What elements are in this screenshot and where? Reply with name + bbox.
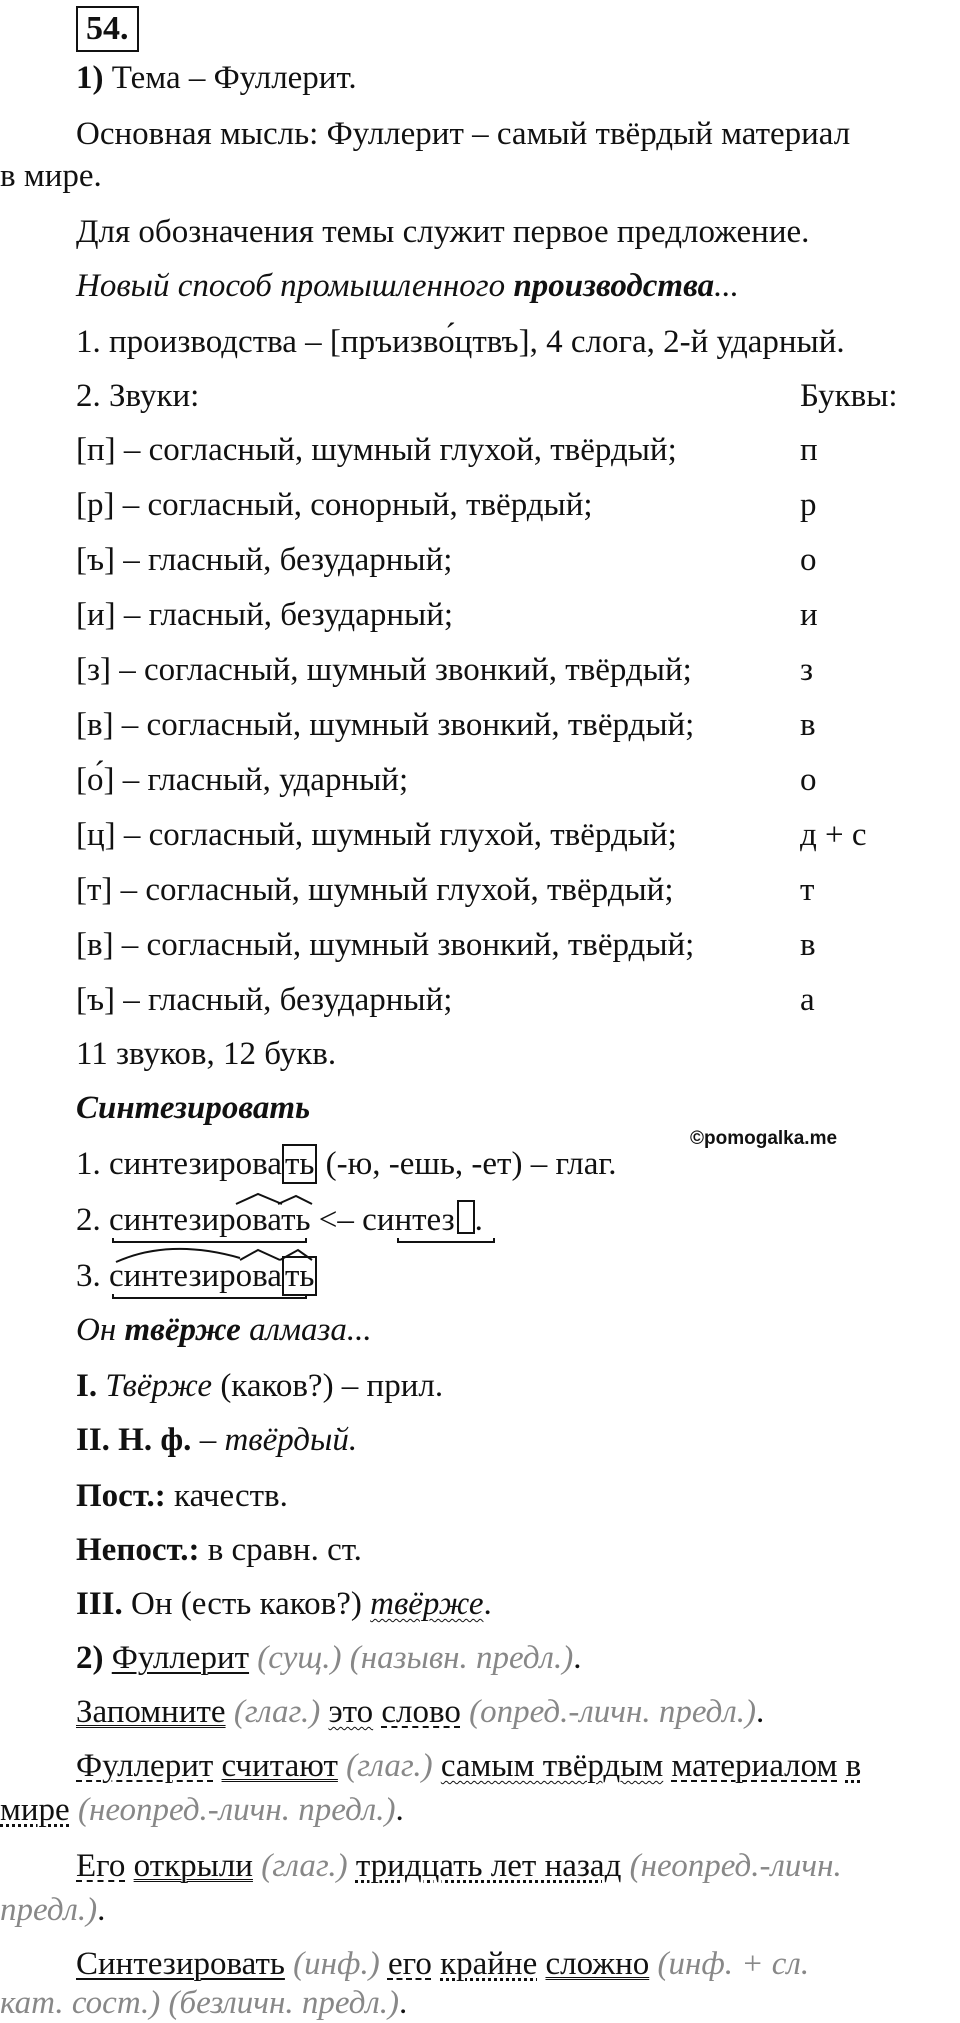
sound-row: [ъ] – гласный, безударный; <box>76 542 453 578</box>
derived-word: синтезировать <box>109 1202 311 1238</box>
main-idea-line2: в мире. <box>0 158 102 194</box>
exercise-number: 54. <box>76 6 139 52</box>
period: . <box>395 1792 404 1828</box>
object-word: материалом <box>671 1748 838 1784</box>
ending-box: ть <box>282 1256 317 1296</box>
watermark: ©pomogalka.me <box>690 1128 838 1149</box>
sound-row: [и] – гласный, безударный; <box>76 597 454 633</box>
stem-bracket <box>113 1294 306 1298</box>
sound-row: [т] – согласный, шумный глухой, твёрдый; <box>76 872 674 908</box>
sentence-3-line2 <box>0 1790 404 1830</box>
object-word: его <box>387 1946 432 1982</box>
grammar-note: (инф.) <box>284 1946 388 1982</box>
sentence-4-line2 <box>0 1890 105 1930</box>
letter-cell: р <box>800 487 817 523</box>
sound-row: [ъ] – гласный, безударный; <box>76 982 453 1018</box>
letter-cell: в <box>800 927 816 963</box>
letter-cell: а <box>800 982 815 1018</box>
sounds-header: 2. Звуки: <box>76 378 200 414</box>
object-word: слово <box>381 1694 461 1730</box>
post-value: качеств. <box>165 1478 288 1514</box>
line-number: 3. <box>76 1258 109 1294</box>
attribute-word: самым твёрдым <box>440 1748 664 1784</box>
quote2-line <box>76 1310 372 1350</box>
word-forms: (-ю, -ешь, -ет) – глаг. <box>317 1146 617 1182</box>
grammar-note: (неопред.-личн. <box>621 1848 842 1884</box>
object-word: Его <box>76 1848 126 1884</box>
subject-word: Фуллерит <box>111 1640 250 1676</box>
period: . <box>474 1202 483 1238</box>
sound-row: [з] – согласный, шумный звонкий, твёрдый; <box>76 652 692 688</box>
morph-iii-line <box>76 1584 492 1624</box>
morph-i-line <box>76 1366 443 1406</box>
sentence-5-line1 <box>76 1944 809 1984</box>
sentence-2 <box>76 1692 764 1732</box>
grammar-note: (неопред.-личн. предл.) <box>69 1792 396 1828</box>
period: . <box>483 1586 492 1622</box>
sound-row: [в] – согласный, шумный звонкий, твёрдый; <box>76 707 695 743</box>
grammar-note: предл.) <box>0 1892 98 1928</box>
grammar-note: (глаг.) <box>337 1748 441 1784</box>
letter-cell: п <box>800 432 818 468</box>
period: . <box>573 1640 582 1676</box>
quote-text: Новый способ промышленного <box>76 268 514 304</box>
initial-form: твёрдый. <box>224 1422 358 1458</box>
grammar-note: (глаг.) <box>252 1848 356 1884</box>
letter-cell: д + с <box>800 817 867 853</box>
period: . <box>399 1985 408 2021</box>
dash: – <box>191 1422 225 1458</box>
predicate-word: Запомните <box>76 1694 226 1730</box>
line-number: 2. <box>76 1202 109 1238</box>
phonetic-summary: 11 звуков, 12 букв. <box>76 1036 337 1072</box>
grammar-note: (сущ.) (назывн. предл.) <box>249 1640 574 1676</box>
part2-label: 2) <box>76 1640 104 1676</box>
sound-row: [п] – согласный, шумный глухой, твёрдый; <box>76 432 677 468</box>
post-line <box>76 1476 288 1516</box>
suffix-caret <box>280 1250 312 1260</box>
object-word: Фуллерит <box>76 1748 214 1784</box>
stem-bracket <box>113 1238 306 1242</box>
morph-i-label: I. <box>76 1368 98 1404</box>
adverbial-word: крайне <box>440 1946 538 1982</box>
root-arc <box>116 1249 240 1262</box>
letter-cell: з <box>800 652 814 688</box>
letter-cell: о <box>800 542 817 578</box>
adverbial-word: мире <box>0 1792 70 1828</box>
main-idea-line1: Основная мысль: Фуллерит – самый твёрдый материал <box>76 116 851 152</box>
sentence-1 <box>76 1638 581 1678</box>
sentence-3-line1 <box>76 1746 861 1786</box>
letter-cell: о <box>800 762 817 798</box>
grammar-note: (опред.-личн. предл.) <box>460 1694 757 1730</box>
letter-cell: и <box>800 597 818 633</box>
letter-cell: в <box>800 707 816 743</box>
morph-ii-line <box>76 1420 357 1460</box>
nepost-label: Непост.: <box>76 1532 200 1568</box>
morph-ii-label: II. Н. ф. <box>76 1422 192 1458</box>
morph-iii-rest: Он (есть каков?) <box>122 1586 371 1622</box>
grammar-note: (инф. + сл. <box>649 1946 810 1982</box>
word-stem: синтезирова <box>109 1258 282 1294</box>
source-stem-bracket <box>398 1238 494 1242</box>
sound-row: [ц] – согласный, шумный глухой, твёрдый; <box>76 817 677 853</box>
morph-i-rest: (каков?) – прил. <box>212 1368 444 1404</box>
adverbial-word: тридцать лет назад <box>355 1848 622 1884</box>
grammar-note: кат. сост.) (безличн. предл.) <box>0 1985 400 2021</box>
sound-row: [в] – согласный, шумный звонкий, твёрдый; <box>76 927 695 963</box>
derivation-arrow: <– <box>310 1202 363 1238</box>
morphemic-heading: Синтезировать <box>76 1090 311 1126</box>
ending-box: ть <box>282 1144 317 1184</box>
quote2-end: алмаза... <box>240 1312 372 1348</box>
sentence-4-line1 <box>76 1846 842 1886</box>
phonetic-item1: 1. производства – [пръизво́цтвъ], 4 слога, 2-й ударный. <box>76 324 845 360</box>
suffix-caret <box>236 1194 282 1204</box>
suffix-caret <box>240 1250 280 1260</box>
predicate-word: открыли <box>133 1848 253 1884</box>
line-number: 1. <box>76 1146 109 1182</box>
letters-header: Буквы: <box>800 378 898 414</box>
word-stem: синтезирова <box>109 1146 282 1182</box>
morph-iii-label: III. <box>76 1586 123 1622</box>
quote-bold-word: производства <box>513 268 715 304</box>
suffix-caret <box>278 1196 312 1204</box>
quote2-bold-word: твёрже <box>124 1312 241 1348</box>
quote-end: ... <box>714 268 739 304</box>
nepost-value: в сравн. ст. <box>199 1532 362 1568</box>
post-label: Пост.: <box>76 1478 166 1514</box>
period: . <box>97 1892 106 1928</box>
topic-sentence: Для обозначения темы служит первое предложение. <box>76 214 810 250</box>
period: . <box>756 1694 765 1730</box>
topic-text: Тема – Фуллерит. <box>111 60 357 96</box>
sound-row: [о́] – гласный, ударный; <box>76 762 409 798</box>
grammar-note: (глаг.) <box>225 1694 329 1730</box>
morph-i-word: Твёрже <box>105 1368 213 1404</box>
part1-label: 1) <box>76 60 104 96</box>
source-word: синтез <box>362 1202 455 1238</box>
adverbial-word: в <box>845 1748 862 1784</box>
subject-word: Синтезировать <box>76 1946 285 1982</box>
letter-cell: т <box>800 872 815 908</box>
predicate-word: считают <box>221 1748 338 1784</box>
predicate-word: твёрже <box>370 1586 484 1622</box>
attribute-word: это <box>328 1694 374 1730</box>
sentence-5-line2 <box>0 1983 407 2023</box>
predicate-word: сложно <box>545 1946 650 1982</box>
sound-row: [р] – согласный, сонорный, твёрдый; <box>76 487 593 523</box>
nepost-line <box>76 1530 362 1570</box>
quote2-start: Он <box>76 1312 125 1348</box>
